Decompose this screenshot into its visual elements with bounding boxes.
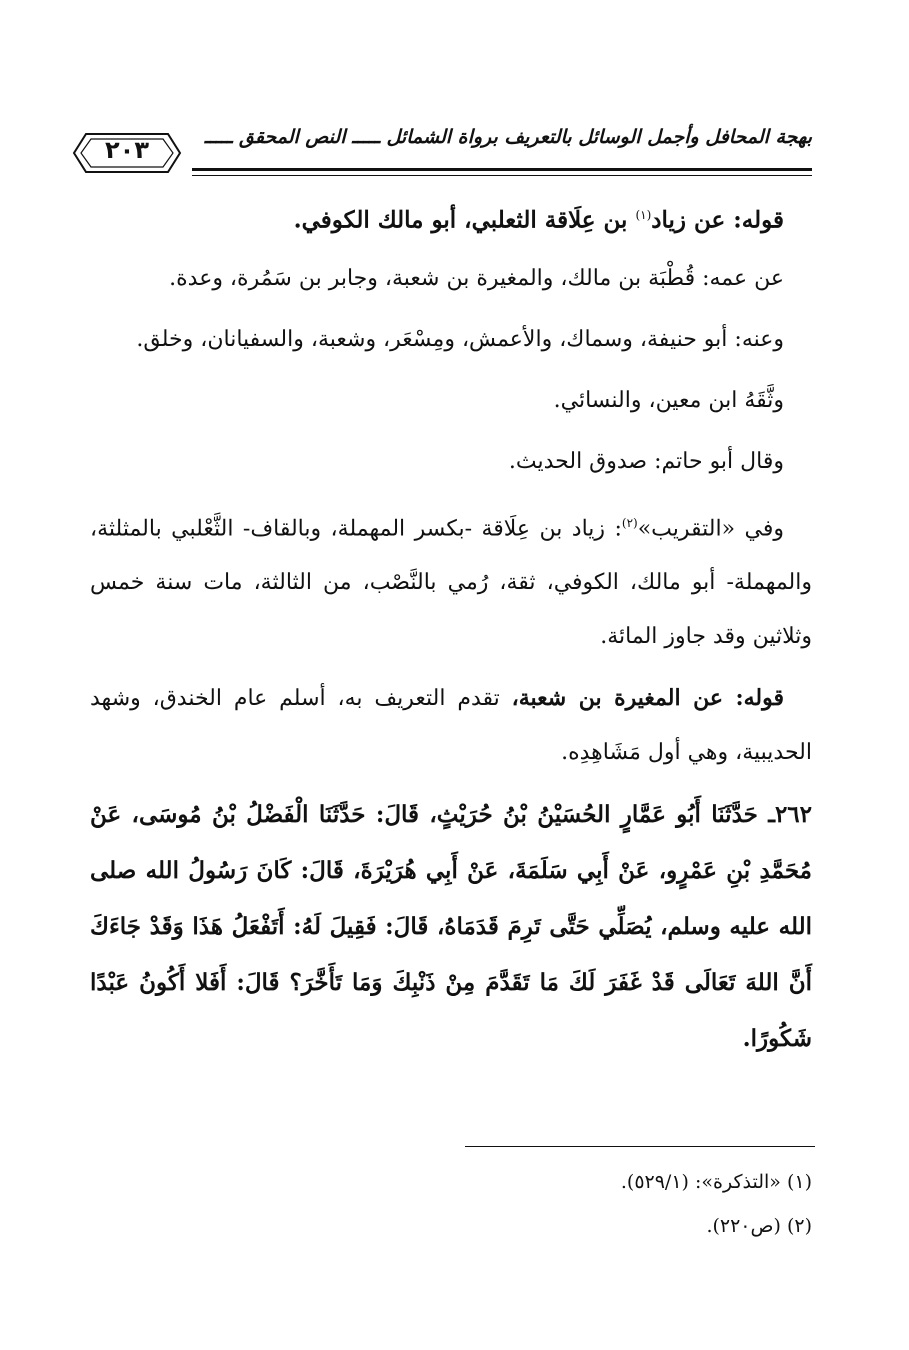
- main-text: [90, 188, 812, 1074]
- footnote-2: (٢) (ص٢٢٠).: [706, 1215, 812, 1237]
- running-header: [72, 118, 812, 178]
- running-title: بهجة المحافل وأجمل الوسائل بالتعريف برواة الشمائل ـــــ النص المحقق ـــــ: [204, 126, 812, 148]
- footnote-ref-1: (١): [635, 208, 652, 222]
- footnote-separator: [465, 1146, 815, 1147]
- hadith-text: ٢٦٢ـ حَدَّثَنَا أَبُو عَمَّارٍ الحُسَيْنُ بْنُ حُرَيْثٍ، قَالَ: حَدَّثَنَا الْفَضْلُ بْنُ مُوسَى، عَنْ مُحَمَّدِ بْنِ عَمْرٍو، عَنْ أَبِي سَلَمَةَ، عَنْ أَبِي هُرَيْرَةَ، قَالَ: كَانَ رَسُولُ الله صلى الله عليه وسلم، يُصَلِّي حَتَّى تَرِمَ قَدَمَاهُ، قَالَ: فَقِيلَ لَهُ: أَتَفْعَلُ هَذَا وَقَدْ جَاءَكَ أَنَّ اللهَ تَعَالَى قَدْ غَفَرَ لَكَ مَا تَقَدَّمَ مِنْ ذَنْبِكَ وَمَا تَأَخَّرَ؟ قَالَ: أَفَلا أَكُونُ عَبْدًا شَكُورًا.: [90, 800, 812, 1052]
- mughira-text: تقدم التعريف به، أسلم عام الخندق، وشهد الحديبية، وهي أول مَشَاهِدِه.: [90, 685, 812, 765]
- taqrib-text: وفي «التقريب»: [637, 515, 784, 541]
- paragraph-authentication: وثَّقَهُ ابن معين، والنسائي.: [553, 387, 784, 413]
- paragraph-teachers: عن عمه: قُطْبَة بن مالك، والمغيرة بن شعبة، وجابر بن سَمُرة، وعدة.: [169, 265, 784, 291]
- footnotes: [300, 1160, 812, 1248]
- commentary-heading: [90, 188, 812, 248]
- footnote-ref-2: (٢): [621, 515, 638, 530]
- paragraph-taqrib: [90, 496, 812, 664]
- header-rule: [192, 168, 812, 171]
- paragraph-abu-hatim: وقال أبو حاتم: صدوق الحديث.: [508, 448, 784, 474]
- heading-text-rest: بن عِلَاقة الثعلبي، أبو مالك الكوفي.: [293, 206, 636, 234]
- page-number: ٢٠٣: [105, 136, 149, 164]
- page-number-frame: [72, 128, 182, 178]
- paragraph-students: وعنه: أبو حنيفة، وسماك، والأعمش، ومِسْعَر، وشعبة، والسفيانان، وخلق.: [136, 326, 784, 352]
- heading-text: قوله: عن زياد: [651, 206, 784, 234]
- paragraph-mughira: [90, 671, 812, 780]
- header-rule-thin: [192, 175, 812, 176]
- mughira-lead: قوله: عن المغيرة بن شعبة،: [511, 684, 784, 711]
- taqrib-text-rest: : زياد بن عِلَاقة -بكسر المهملة، وبالقاف- الثَّعْلبي بالمثلثة، والمهملة- أبو مالك، الكوفي، ثقة، رُمي بالنَّصْب، من الثالثة، مات سنة خمس وثلاثين وقد جاوز المائة.: [90, 515, 812, 649]
- footnote-1: (١) «التذكرة»: (٥٢٩/١).: [620, 1171, 812, 1193]
